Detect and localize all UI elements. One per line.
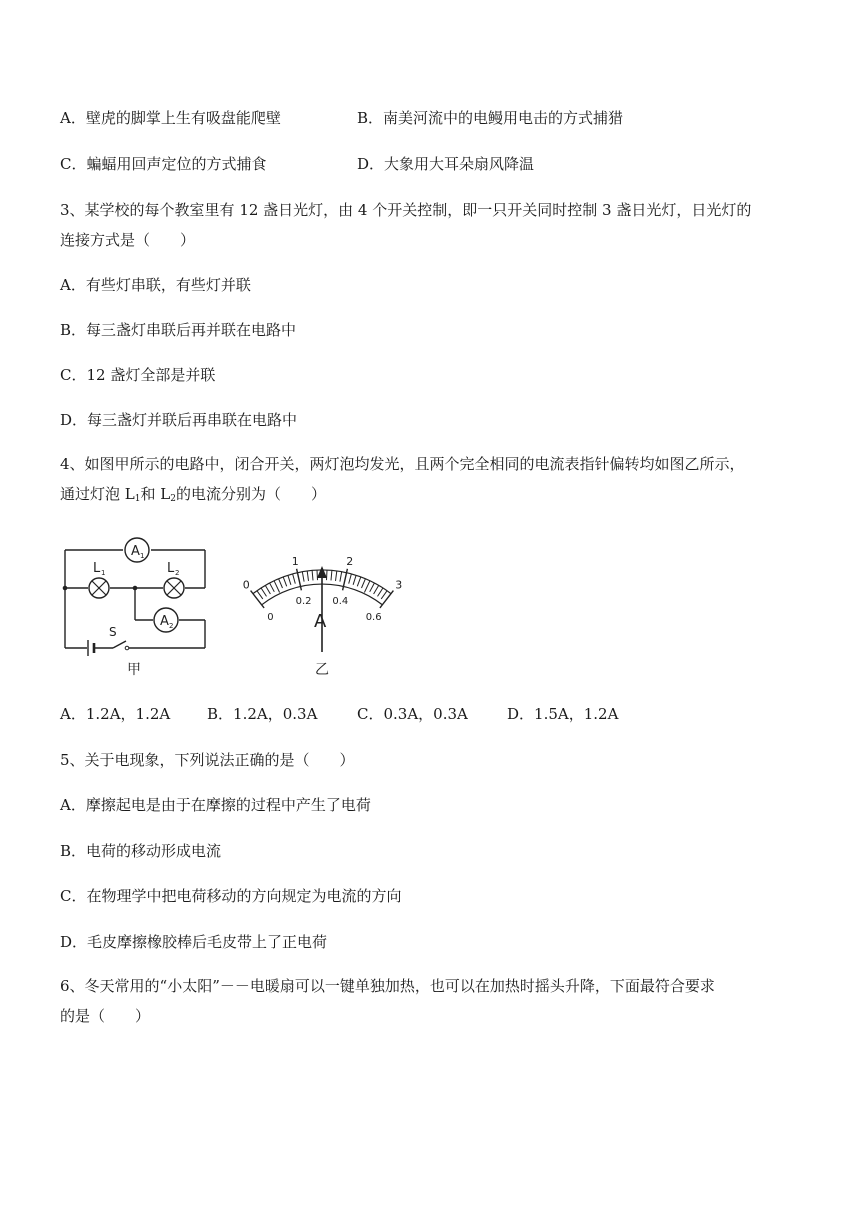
q5-stem: 5、关于电现象，下列说法正确的是（ ）: [60, 751, 355, 769]
dial-top-label-0: 0: [242, 578, 250, 592]
ammeter-a1-sub: 1: [140, 552, 145, 560]
lamp-l1-sub: 1: [101, 569, 106, 577]
dial-tick: [265, 585, 270, 594]
dial-tick: [279, 579, 283, 588]
dial-bottom-label-3: 0.6: [365, 611, 382, 623]
q6-stem-line2: 的是（ ）: [60, 1007, 151, 1025]
dial-tick: [331, 570, 332, 580]
battery-icon: [88, 640, 94, 656]
dial-tick: [283, 577, 287, 586]
lamp-l2-icon: [164, 561, 184, 598]
q4-stem-line1: 4、如图甲所示的电路中，闭合开关，两灯泡均发光，且两个完全相同的电流表指针偏转均如图乙所示，: [60, 455, 745, 473]
lamp-l1-icon: [89, 561, 109, 598]
dial-top-label-1: 1: [291, 555, 299, 568]
dial-tick: [327, 570, 328, 580]
dial-top-label-3: 3: [395, 578, 403, 592]
dial-unit-label: A: [314, 611, 327, 632]
dial-tick: [374, 585, 379, 594]
q4-stem-line2: [60, 484, 326, 509]
dial-tick: [293, 574, 296, 584]
q3-option-b: B．每三盏灯串联后再并联在电路中: [60, 321, 297, 339]
switch-label: S: [109, 625, 117, 639]
dial-tick: [364, 581, 370, 593]
dial-tick: [307, 571, 308, 581]
q5-option-d: D．毛皮摩擦橡胶棒后毛皮带上了正电荷: [60, 933, 328, 951]
q3-option-a: A．有些灯串联，有些灯并联: [60, 276, 251, 294]
dial-caption: 乙: [315, 662, 329, 678]
dial-tick: [381, 591, 387, 599]
dial-tick: [274, 581, 280, 593]
q4-option-c: C．0.3A，0.3A: [357, 705, 468, 723]
q2-option-b: B．南美河流中的电鳗用电击的方式捕猎: [357, 109, 624, 127]
circuit-diagram: [55, 530, 215, 680]
lamp-l1-label: L: [93, 561, 101, 576]
dial-tick: [257, 591, 263, 599]
q5-option-c: C．在物理学中把电荷移动的方向规定为电流的方向: [60, 887, 402, 905]
ammeter-a2-icon: [154, 608, 178, 632]
dial-tick: [378, 588, 383, 596]
q4-stem-pre: 通过灯泡 L: [60, 485, 135, 503]
switch-icon: [109, 625, 129, 650]
dial-tick: [317, 570, 318, 580]
q2-option-c: C．蝙蝠用回声定位的方式捕食: [60, 155, 267, 173]
dial-top-label-2: 2: [346, 555, 354, 568]
dial-tick: [251, 591, 265, 608]
q2-option-a: A．壁虎的脚掌上生有吸盘能爬壁: [60, 109, 281, 127]
dial-tick: [349, 574, 352, 584]
q4-option-d: D．1.5A，1.2A: [507, 705, 619, 723]
dial-bottom-label-0: 0: [267, 611, 274, 623]
ammeter-a1-icon: [125, 538, 149, 562]
q4-stem-sub2: 2: [170, 494, 176, 504]
dial-tick: [362, 579, 366, 588]
q5-option-b: B．电荷的移动形成电流: [60, 842, 222, 860]
dial-tick: [270, 583, 275, 592]
q4-option-a: A．1.2A，1.2A: [60, 705, 171, 723]
dial-tick: [357, 577, 361, 586]
dial-tick: [353, 575, 356, 585]
lamp-l2-label: L: [167, 561, 175, 576]
q3-option-c: C．12 盏灯全部是并联: [60, 366, 216, 384]
ammeter-a2-label: A: [160, 614, 169, 629]
dial-tick: [340, 572, 342, 582]
q5-option-a: A．摩擦起电是由于在摩擦的过程中产生了电荷: [60, 796, 371, 814]
q3-stem-line1: 3、某学校的每个教室里有 12 盏日光灯，由 4 个开关控制，即一只开关同时控制 3 盏日光灯，日光灯的: [60, 201, 752, 219]
q6-stem-line1: 6、冬天常用的“小太阳”－－电暖扇可以一键单独加热，也可以在加热时摇头升降，下面最符合要求: [60, 977, 715, 995]
q2-option-d: D．大象用大耳朵扇风降温: [357, 155, 535, 173]
dial-tick: [380, 591, 394, 608]
dial-bottom-label-1: 0.2: [295, 596, 312, 607]
dial-tick: [288, 575, 291, 585]
q4-option-b: B．1.2A，0.3A: [207, 705, 318, 723]
dial-tick: [370, 583, 375, 592]
dial-tick: [261, 588, 266, 596]
ammeter-a2-sub: 2: [169, 622, 174, 630]
q3-stem-line2: 连接方式是（ ）: [60, 231, 196, 249]
q4-stem-mid: 和 L: [140, 485, 171, 503]
q3-option-d: D．每三盏灯并联后再串联在电路中: [60, 411, 298, 429]
q4-stem-sub1: 1: [134, 494, 141, 504]
dial-bottom-label-2: 0.4: [332, 596, 349, 607]
ammeter-a1-label: A: [131, 544, 140, 559]
dial-tick: [302, 572, 304, 582]
circuit-caption: 甲: [127, 662, 141, 678]
ammeter-dial: [225, 532, 425, 680]
dial-tick: [312, 570, 313, 580]
dial-tick: [336, 571, 337, 581]
dial-needle-icon: [317, 566, 327, 652]
q4-stem-post: 的电流分别为（ ）: [175, 485, 326, 503]
lamp-l2-sub: 2: [175, 569, 180, 577]
